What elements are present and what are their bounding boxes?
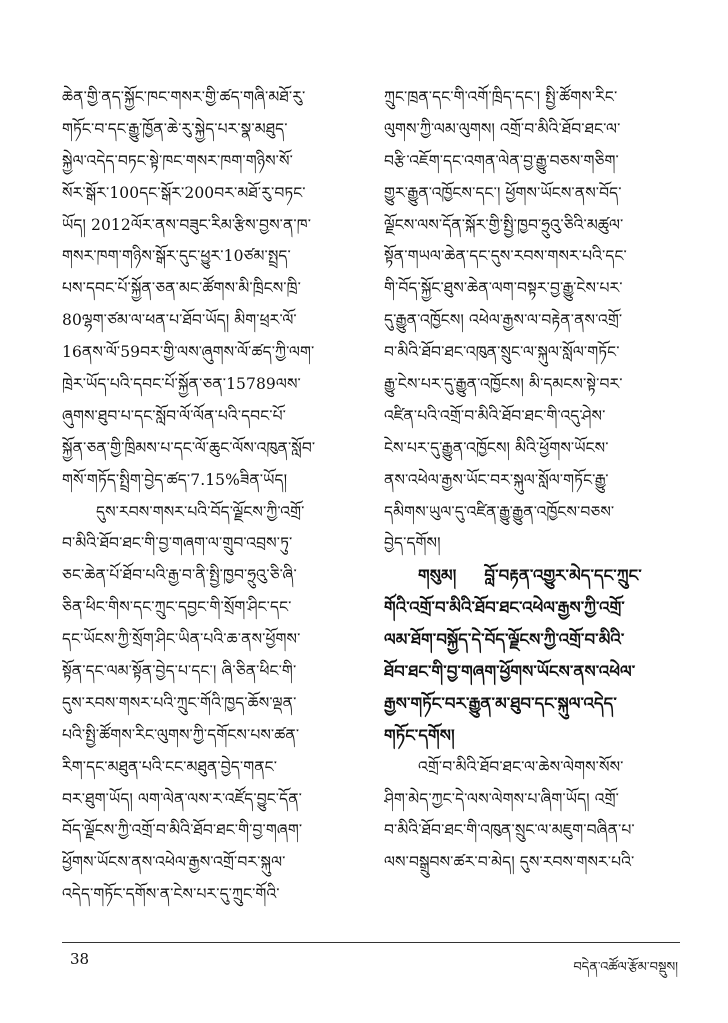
text-line: བོད་ལྗོངས་ཀྱི་འགྲོ་བ་མིའི་ཐོབ་ཐང་གི་བྱ་གཞག་ xyxy=(62,821,303,840)
footer-rule xyxy=(62,942,680,943)
heading-line: གཏོང་དགོས། xyxy=(384,725,455,745)
text-line: གཏོང་བ་དང་རྒྱུ་ཁྱོན་ཆེ་རུ་སྐྱེད་པར་སྣ་མཐུད་ xyxy=(62,119,288,138)
text-line: ཡོད། 2012ལོར་ནས་བཟུང་རིམ་རྩིས་བྱས་ན་ཁ་ xyxy=(62,215,312,234)
text-line: གྱུར་རྒྱུན་འཁྱོངས་དང་། ཕྱོགས་ཡོངས་ནས་བོད་ xyxy=(384,183,622,202)
heading-number: གསུམ། xyxy=(418,566,457,586)
right-column xyxy=(384,82,680,879)
text-line: སྐྱེལ་འདེད་བཏང་སྟེ་ཁང་གསར་ཁག་གཉིས་སོ་ xyxy=(62,151,293,170)
text-line: དང་ཡོངས་ཀྱི་སྲོག་ཤིང་ཡིན་པའི་ཆ་ནས་ཕྱོགས་ xyxy=(62,630,301,649)
text-line: པའི་སྤྱི་ཚོགས་རིང་ལུགས་ཀྱི་དགོངས་པས་ཚན་ xyxy=(62,725,300,744)
text-line: འདེད་གཏོང་དགོས་ན་ངེས་པར་དུ་ཀྲུང་གོའི་ xyxy=(62,885,280,904)
text-line: འཛིན་པའི་འགྲོ་བ་མིའི་ཐོབ་ཐང་གི་འདུ་ཤེས་ xyxy=(384,406,606,425)
text-line: སོར་སྒོར་100དང་སྒོར་200བར་མཐོ་རུ་བཏང་ xyxy=(62,183,306,202)
text-line: ནས་འཕེལ་རྒྱས་ཡོང་བར་སྐུལ་སློལ་གཏོང་རྒྱུ་ xyxy=(384,470,609,489)
text-line: ལྗོངས་ལས་དོན་སྐོར་གྱི་སྤྱི་ཁྱབ་ཧྲུའུ་ཅིའི་མཚུལ་ xyxy=(384,215,624,234)
text-line: གསོ་གཏོད་སྤྲིག་བྱེད་ཚད་7.15%ཟིན་ཡོད། xyxy=(62,470,288,489)
text-line: སྟོན་གཡལ་ཆེན་དང་དུས་རབས་གསར་པའི་དང་ xyxy=(384,247,627,266)
text-line: གི་བོད་སྐྱོང་ཐུས་ཆེན་ལག་བསྟར་བྱ་རྒྱུ་ངེས་པར་ xyxy=(384,279,623,298)
text-line: ཁྲེར་ཡོད་པའི་དབང་པོ་སྐྱོན་ཅན་15789ལས་ xyxy=(62,375,301,394)
text-line: སྐྱོན་ཅན་གྱི་ཁྲིམས་པ་དང་ལོ་ཆུང་ལོས་འཁུན་སློབ་ xyxy=(62,438,316,457)
text-line: ཤིག་མེད་ཀྱང་དེ་ལས་ལེགས་པ་ཞིག་ཡོད། འགྲོ་ xyxy=(384,789,619,808)
text-line: པས་དབང་པོ་སྐྱོན་ཅན་མང་ཚོགས་མི་ཁྲིངས་ཁྲི་ xyxy=(62,279,301,298)
left-paragraph-2 xyxy=(62,497,358,912)
section-heading xyxy=(384,560,680,751)
left-column xyxy=(62,82,358,911)
text-line: དུ་རྒྱུན་འཁྱོངས། འཕེལ་རྒྱས་ལ་བརྟེན་ནས་འགྲོ་ xyxy=(384,311,623,330)
text-line: དམིགས་ཡུལ་དུ་འཛིན་རྒྱུ་རྒྱུན་འཁྱོངས་བཅས་ xyxy=(384,502,615,521)
text-line: ཕྱོགས་ཡོངས་ནས་འཕེལ་རྒྱས་འགྲོ་བར་སྐུལ་ xyxy=(62,853,286,872)
heading-line: ཐོབ་ཐང་གི་བྱ་གཞག་ཕྱོགས་ཡོངས་ནས་འཕེལ་ xyxy=(384,662,636,682)
text-line: ཞུགས་ཐུབ་པ་དང་སློབ་ལོ་ལོན་པའི་དབང་པོ་ xyxy=(62,406,287,425)
running-title: བདེན་འཚོལ་རྩོམ་བསྡུས། xyxy=(573,960,678,975)
text-line: བྱེད་དགོས། xyxy=(384,534,441,553)
text-line: གསར་ཁག་གཉིས་སྒོར་དུང་ཕྱུར་10ཙམ་སྤྲད་ xyxy=(62,247,291,266)
heading-line: གོའི་འགྲོ་བ་མིའི་ཐོབ་ཐང་འཕེལ་རྒྱས་ཀྱི་འགྲོ་ xyxy=(384,598,625,618)
text-line: དུས་རབས་གསར་པའི་བོད་ལྗོངས་ཀྱི་འགྲོ་ xyxy=(96,502,305,521)
text-line: ཅིན་ཕིང་གིས་དང་ཀྲུང་དབྱང་གི་སྲོག་ཤིང་དང་ xyxy=(62,598,292,617)
text-line: 16ནས་ལོ་59བར་གྱི་ལས་ཞུགས་ལོ་ཚད་ཀྱི་ལག་ xyxy=(62,343,315,362)
text-line: བ་མིའི་ཐོབ་ཐང་གི་བྱ་གཞག་ལ་གྲུབ་འབྲས་ཏུ་ xyxy=(62,534,293,553)
page-number: 38 xyxy=(70,950,90,968)
text-line: བརྩི་འཇོག་དང་འགན་ལེན་བྱ་རྒྱུ་བཅས་གཅིག་ xyxy=(384,151,619,170)
text-line: རྒྱུ་ངེས་པར་དུ་རྒྱུན་འཁྱོངས། མི་དམངས་སྟེ་བར་ xyxy=(384,375,623,394)
text-line: དུས་རབས་གསར་པའི་ཀྲུང་གོའི་ཁྱད་ཆོས་ལྡན་ xyxy=(62,693,297,712)
right-paragraph-2 xyxy=(384,752,680,880)
left-paragraph-1 xyxy=(62,82,358,497)
text-line: བ་མིའི་ཐོབ་ཐང་འཁུན་སྲུང་ལ་སྐུལ་སློལ་གཏོང་ xyxy=(384,343,620,362)
heading-text: བློ་བརྟན་འགྱུར་མེད་དང་ཀྲུང་ xyxy=(484,566,642,586)
text-line: ཆེན་གྱི་ནད་སྐྱོང་ཁང་གསར་གྱི་ཚད་གཞི་མཐོ་རུ་ xyxy=(62,88,306,106)
text-line: བ་མིའི་ཐོབ་ཐང་གི་འཁུན་སྲུང་ལ་མཇུག་བཞིན་པ་ xyxy=(384,821,635,840)
text-line: འགྲོ་བ་མིའི་ཐོབ་ཐང་ལ་ཆེས་ལེགས་སོས་ xyxy=(418,757,624,776)
text-line: 80ལྷག་ཙམ་ལ་ཕན་པ་ཐོབ་ཡོད། མིག་ཕྲར་ལོ་ xyxy=(62,311,297,330)
text-line: སྟོན་དང་ལམ་སྟོན་བྱེད་པ་དང་། ཞི་ཅིན་ཕིང་གི་ xyxy=(62,662,297,681)
heading-line: རྒྱས་གཏོང་བར་རྒྱུན་མ་ཐུབ་དང་སྐུལ་འདེད་ xyxy=(384,693,617,713)
text-line: ཀྲུང་ཁྲན་དང་གི་འགོ་ཁྲིད་དང་། སྤྱི་ཚོགས་རིང་ xyxy=(384,88,618,106)
text-line: ཅང་ཆེན་པོ་ཐོབ་པའི་རྒྱ་བ་ནི་སྤྱི་ཁྱབ་ཧྲུའུ་ཅི་ཞི་ xyxy=(62,566,297,585)
text-line: ལུགས་ཀྱི་ལམ་ལུགས། འགྲོ་བ་མིའི་ཐོབ་ཐང་ལ་ xyxy=(384,119,621,138)
right-paragraph-1 xyxy=(384,82,680,560)
heading-line: ལམ་ཐོག་བསྐྱོད་དེ་བོད་ལྗོངས་ཀྱི་འགྲོ་བ་མིའི་ xyxy=(384,630,625,650)
heading-line xyxy=(384,560,680,592)
text-line: ལས་བསྒྲུབས་ཚར་བ་མེད། དུས་རབས་གསར་པའི་ xyxy=(384,853,635,872)
text-line: ངེས་པར་དུ་རྒྱུན་འཁྱོངས། མིའི་ཕྱོགས་ཡོངས་ xyxy=(384,438,609,457)
text-line: རིག་དང་མཐུན་པའི་ངང་མཐུན་བྱེད་གནང་ xyxy=(62,757,278,776)
text-line: བར་ཐུག་ཡོད། ལག་ལེན་ལས་ར་འཛོད་བྱུང་དོན་ xyxy=(62,789,303,808)
